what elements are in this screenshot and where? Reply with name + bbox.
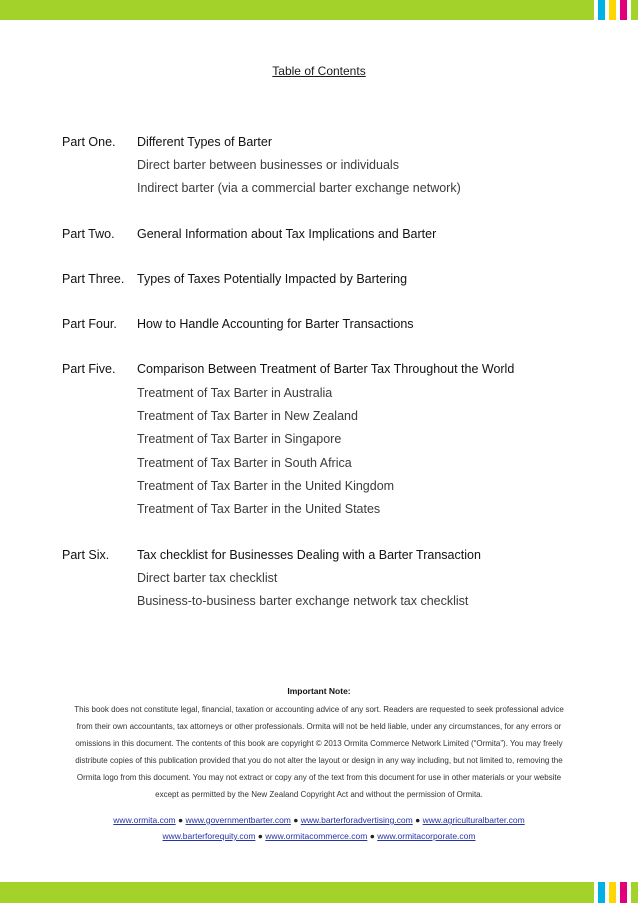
toc-part-row (62, 312, 622, 335)
footer-link[interactable]: www.barterforequity.com (162, 831, 256, 841)
section-item: Treatment of Tax Barter in South Africa (137, 455, 352, 470)
note-line: distribute copies of this publication provided that you do not alter the layout or design in any way including, but not limited to, removing the (75, 756, 563, 765)
note-line: This book does not constitute legal, financial, taxation or accounting advice of any sort. Readers are requested to seek professional advice (74, 705, 564, 714)
section-item: Treatment of Tax Barter in the United Kingdom (137, 478, 395, 493)
note-line: from their own accountants, tax attorneys or other professionals. Ormita will not be held liable, under any circumstances, for any errors or (76, 722, 562, 731)
toc-part (62, 312, 622, 335)
important-note (0, 686, 638, 803)
part-label: Part Four. (62, 317, 117, 332)
color-stripe (631, 0, 638, 20)
section-item: Treatment of Tax Barter in Australia (137, 385, 333, 400)
color-stripe (631, 882, 638, 903)
top-color-stripes (594, 0, 638, 20)
toc-part (62, 267, 622, 290)
part-title: Different Types of Barter (137, 134, 273, 149)
footer-link[interactable]: www.agriculturalbarter.com (422, 815, 525, 825)
toc-part (62, 543, 622, 613)
toc-part-row (62, 267, 622, 290)
toc-part (62, 222, 622, 245)
toc-part-row (62, 543, 622, 566)
section-item: Treatment of Tax Barter in New Zealand (137, 409, 358, 424)
link-separator: ● (257, 831, 263, 841)
bottom-accent-bar (0, 882, 638, 903)
part-title: General Information about Tax Implications and Barter (137, 226, 437, 241)
link-separator: ● (369, 831, 375, 841)
section-item: Indirect barter (via a commercial barter exchange network) (137, 181, 461, 196)
part-label: Part Two. (62, 226, 115, 241)
part-title: How to Handle Accounting for Barter Transactions (137, 317, 414, 332)
part-label: Part One. (62, 134, 116, 149)
note-line: Ormita logo from this document. You may not extract or copy any of the text from this document for use in other materials or your website (76, 773, 562, 782)
footer-link[interactable]: www.ormita.com (113, 815, 176, 825)
part-title: Types of Taxes Potentially Impacted by Bartering (137, 271, 408, 286)
section-item: Treatment of Tax Barter in Singapore (137, 432, 342, 447)
section-item: Treatment of Tax Barter in the United States (137, 502, 381, 517)
table-of-contents (62, 130, 622, 635)
toc-part-row (62, 222, 622, 245)
part-title: Comparison Between Treatment of Barter Tax Throughout the World (137, 362, 515, 377)
toc-part-row (62, 130, 622, 153)
footer-links-row-2 (0, 828, 638, 844)
color-stripe (609, 0, 616, 20)
toc-part (62, 358, 622, 521)
link-separator: ● (415, 815, 421, 825)
page-title: Table of Contents (272, 64, 366, 78)
toc-part-row (62, 358, 622, 381)
color-stripe (620, 0, 627, 20)
bottom-color-stripes (594, 882, 638, 903)
note-line: except as permitted by the New Zealand Copyright Act and without the permission of Ormita. (155, 790, 483, 799)
note-body (0, 701, 638, 803)
footer-links (0, 812, 638, 844)
color-stripe (598, 0, 605, 20)
section-item: Direct barter between businesses or individuals (137, 157, 399, 172)
top-accent-bar (0, 0, 638, 20)
color-stripe (620, 882, 627, 903)
part-label: Part Three. (62, 271, 125, 286)
link-separator: ● (178, 815, 184, 825)
part-label: Part Five. (62, 362, 116, 377)
note-heading: Important Note: (287, 686, 351, 696)
footer-link[interactable]: www.ormitacorporate.com (377, 831, 476, 841)
part-label: Part Six. (62, 547, 110, 562)
part-title: Tax checklist for Businesses Dealing with a Barter Transaction (137, 547, 481, 562)
section-item: Business-to-business barter exchange network tax checklist (137, 594, 469, 609)
color-stripe (609, 882, 616, 903)
footer-link[interactable]: www.barterforadvertising.com (300, 815, 413, 825)
footer-link[interactable]: www.governmentbarter.com (185, 815, 291, 825)
section-item: Direct barter tax checklist (137, 570, 278, 585)
note-line: omissions in this document. The contents of this book are copyright © 2013 Ormita Commerce Network Limited (“Ormita”). You may freely (75, 739, 563, 748)
color-stripe (598, 882, 605, 903)
footer-link[interactable]: www.ormitacommerce.com (265, 831, 368, 841)
footer-links-row-1 (0, 812, 638, 828)
toc-part (62, 130, 622, 200)
link-separator: ● (293, 815, 299, 825)
